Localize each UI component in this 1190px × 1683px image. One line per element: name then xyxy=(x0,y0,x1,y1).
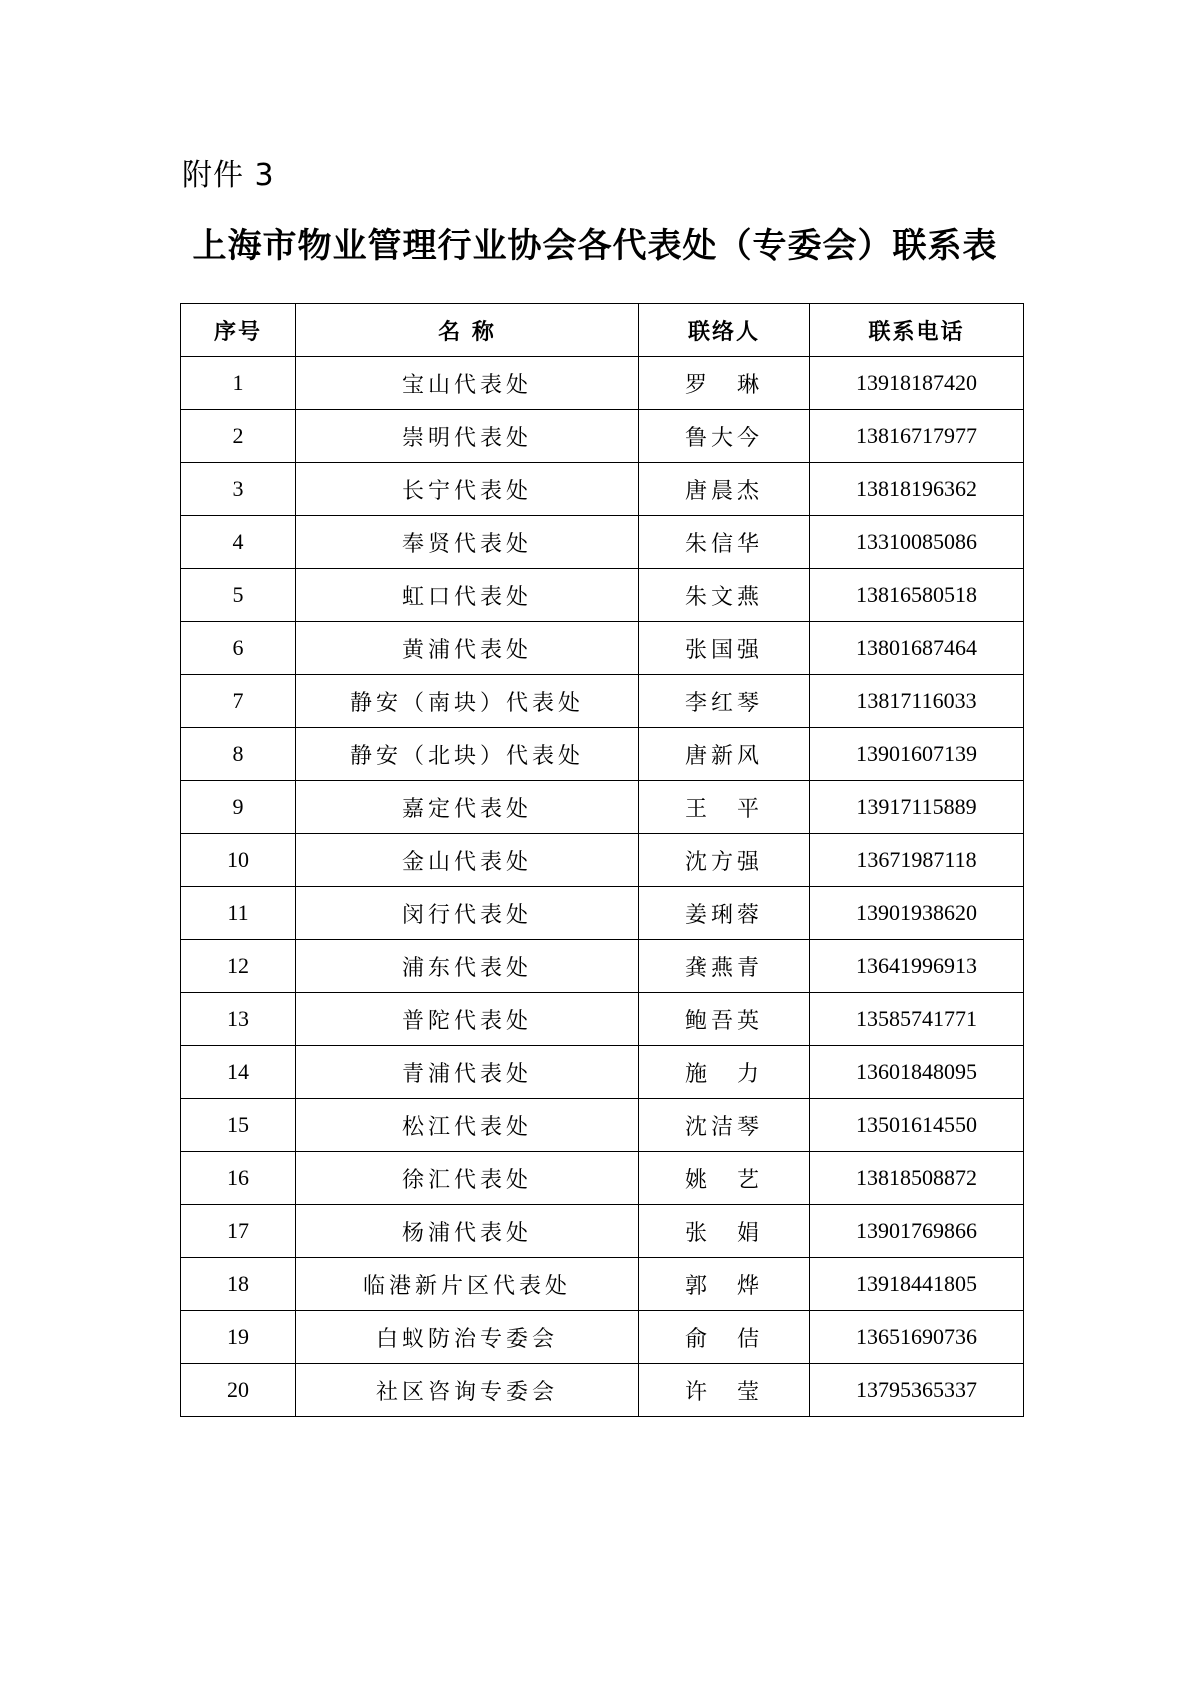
row-contact-cell: 施 力 xyxy=(639,1046,810,1099)
table-row xyxy=(181,887,1024,940)
row-contact-cell: 姜琍蓉 xyxy=(639,887,810,940)
table-row xyxy=(181,1152,1024,1205)
row-name-cell: 白蚁防治专委会 xyxy=(296,1311,639,1364)
row-index-cell: 1 xyxy=(181,357,296,410)
row-index-cell: 7 xyxy=(181,675,296,728)
header-contact: 联络人 xyxy=(639,304,810,357)
row-index-cell: 9 xyxy=(181,781,296,834)
header-name: 名 称 xyxy=(296,304,639,357)
table-row xyxy=(181,1205,1024,1258)
header-index: 序号 xyxy=(181,304,296,357)
row-contact-cell: 许 莹 xyxy=(639,1364,810,1417)
row-index-cell: 11 xyxy=(181,887,296,940)
row-phone-cell: 13816717977 xyxy=(810,410,1024,463)
row-name-cell: 徐汇代表处 xyxy=(296,1152,639,1205)
row-phone-cell: 13816580518 xyxy=(810,569,1024,622)
row-phone-cell: 13310085086 xyxy=(810,516,1024,569)
row-phone-cell: 13917115889 xyxy=(810,781,1024,834)
row-contact-cell: 俞 佶 xyxy=(639,1311,810,1364)
table-row xyxy=(181,1364,1024,1417)
row-phone-cell: 13901607139 xyxy=(810,728,1024,781)
row-index-cell: 16 xyxy=(181,1152,296,1205)
row-phone-cell: 13671987118 xyxy=(810,834,1024,887)
row-phone-cell: 13601848095 xyxy=(810,1046,1024,1099)
row-contact-cell: 朱文燕 xyxy=(639,569,810,622)
row-name-cell: 黄浦代表处 xyxy=(296,622,639,675)
row-contact-cell: 郭 烨 xyxy=(639,1258,810,1311)
table-row xyxy=(181,781,1024,834)
table-header-row xyxy=(181,304,1024,357)
row-index-cell: 19 xyxy=(181,1311,296,1364)
row-phone-cell: 13901938620 xyxy=(810,887,1024,940)
row-name-cell: 长宁代表处 xyxy=(296,463,639,516)
table-row xyxy=(181,1099,1024,1152)
row-contact-cell: 张国强 xyxy=(639,622,810,675)
row-index-cell: 15 xyxy=(181,1099,296,1152)
row-name-cell: 宝山代表处 xyxy=(296,357,639,410)
table-row xyxy=(181,1311,1024,1364)
row-phone-cell: 13901769866 xyxy=(810,1205,1024,1258)
table-row xyxy=(181,622,1024,675)
row-index-cell: 17 xyxy=(181,1205,296,1258)
row-phone-cell: 13918441805 xyxy=(810,1258,1024,1311)
row-phone-cell: 13918187420 xyxy=(810,357,1024,410)
row-index-cell: 12 xyxy=(181,940,296,993)
row-name-cell: 闵行代表处 xyxy=(296,887,639,940)
row-contact-cell: 王 平 xyxy=(639,781,810,834)
row-contact-cell: 张 娟 xyxy=(639,1205,810,1258)
row-phone-cell: 13641996913 xyxy=(810,940,1024,993)
row-name-cell: 崇明代表处 xyxy=(296,410,639,463)
row-phone-cell: 13817116033 xyxy=(810,675,1024,728)
row-index-cell: 5 xyxy=(181,569,296,622)
row-name-cell: 金山代表处 xyxy=(296,834,639,887)
table-row xyxy=(181,357,1024,410)
table-row xyxy=(181,463,1024,516)
row-name-cell: 社区咨询专委会 xyxy=(296,1364,639,1417)
table-row xyxy=(181,516,1024,569)
table-row xyxy=(181,834,1024,887)
row-name-cell: 静安（南块）代表处 xyxy=(296,675,639,728)
row-name-cell: 浦东代表处 xyxy=(296,940,639,993)
table-row xyxy=(181,410,1024,463)
table-row xyxy=(181,569,1024,622)
row-name-cell: 杨浦代表处 xyxy=(296,1205,639,1258)
row-contact-cell: 唐新风 xyxy=(639,728,810,781)
row-contact-cell: 唐晨杰 xyxy=(639,463,810,516)
document-title: 上海市物业管理行业协会各代表处（专委会）联系表 xyxy=(192,226,998,266)
row-index-cell: 2 xyxy=(181,410,296,463)
row-phone-cell: 13585741771 xyxy=(810,993,1024,1046)
row-contact-cell: 沈洁琴 xyxy=(639,1099,810,1152)
attachment-label: 附件 3 xyxy=(182,158,275,193)
row-contact-cell: 龚燕青 xyxy=(639,940,810,993)
row-phone-cell: 13818196362 xyxy=(810,463,1024,516)
table-row xyxy=(181,940,1024,993)
row-index-cell: 20 xyxy=(181,1364,296,1417)
row-name-cell: 青浦代表处 xyxy=(296,1046,639,1099)
row-index-cell: 6 xyxy=(181,622,296,675)
table-body xyxy=(181,357,1024,1417)
row-phone-cell: 13501614550 xyxy=(810,1099,1024,1152)
row-index-cell: 18 xyxy=(181,1258,296,1311)
row-contact-cell: 朱信华 xyxy=(639,516,810,569)
row-index-cell: 4 xyxy=(181,516,296,569)
row-contact-cell: 沈方强 xyxy=(639,834,810,887)
row-contact-cell: 鲁大今 xyxy=(639,410,810,463)
row-index-cell: 8 xyxy=(181,728,296,781)
contact-table xyxy=(180,303,1024,1417)
row-index-cell: 3 xyxy=(181,463,296,516)
row-index-cell: 14 xyxy=(181,1046,296,1099)
header-phone: 联系电话 xyxy=(810,304,1024,357)
row-contact-cell: 鲍吾英 xyxy=(639,993,810,1046)
row-name-cell: 松江代表处 xyxy=(296,1099,639,1152)
table-row xyxy=(181,728,1024,781)
row-index-cell: 13 xyxy=(181,993,296,1046)
row-index-cell: 10 xyxy=(181,834,296,887)
table-row xyxy=(181,675,1024,728)
table-row xyxy=(181,1046,1024,1099)
row-phone-cell: 13651690736 xyxy=(810,1311,1024,1364)
row-phone-cell: 13795365337 xyxy=(810,1364,1024,1417)
row-phone-cell: 13818508872 xyxy=(810,1152,1024,1205)
table-row xyxy=(181,1258,1024,1311)
row-contact-cell: 李红琴 xyxy=(639,675,810,728)
row-name-cell: 嘉定代表处 xyxy=(296,781,639,834)
row-name-cell: 普陀代表处 xyxy=(296,993,639,1046)
table-row xyxy=(181,993,1024,1046)
row-contact-cell: 罗 琳 xyxy=(639,357,810,410)
row-name-cell: 奉贤代表处 xyxy=(296,516,639,569)
row-name-cell: 虹口代表处 xyxy=(296,569,639,622)
row-name-cell: 临港新片区代表处 xyxy=(296,1258,639,1311)
row-contact-cell: 姚 艺 xyxy=(639,1152,810,1205)
row-phone-cell: 13801687464 xyxy=(810,622,1024,675)
row-name-cell: 静安（北块）代表处 xyxy=(296,728,639,781)
